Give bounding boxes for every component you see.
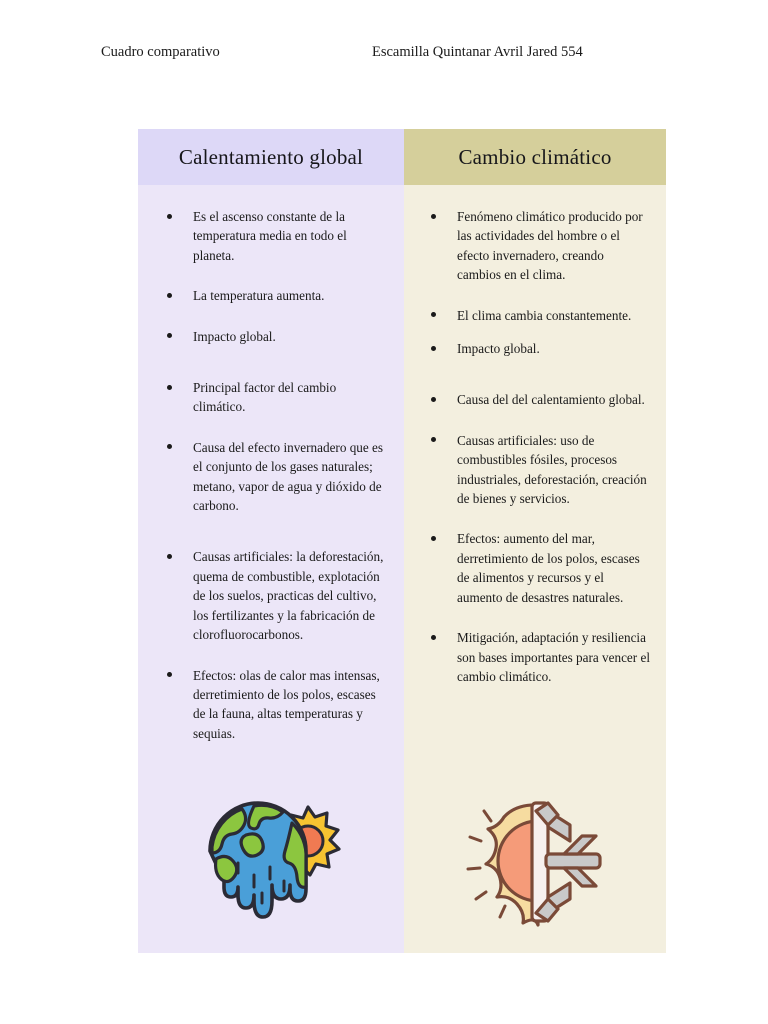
list-item-text: Principal factor del cambio climático. [193, 380, 337, 415]
bullet-dot-icon [167, 554, 172, 559]
bullet-dot-icon [431, 346, 436, 351]
list-item [162, 327, 386, 346]
bullet-dot-icon [431, 214, 436, 219]
bullet-list-left [138, 185, 404, 743]
bullet-dot-icon [167, 333, 172, 338]
bullet-dot-icon [167, 444, 172, 449]
bullet-dot-icon [431, 312, 436, 317]
list-item [162, 438, 386, 516]
bullet-dot-icon [167, 385, 172, 390]
table-column-cambio-climatico [404, 129, 666, 953]
list-item [426, 306, 650, 325]
list-item-text: Fenómeno climático producido por las actividades del hombre o el efecto invernadero, creando cambios en el clima. [457, 209, 643, 283]
list-item-text: Impacto global. [193, 328, 276, 344]
list-item-text: El clima cambia constantemente. [457, 307, 632, 323]
column-title-right: Cambio climático [458, 144, 612, 169]
list-item-text: Causa del del calentamiento global. [457, 392, 645, 408]
list-item [426, 339, 650, 358]
bullet-dot-icon [167, 293, 172, 298]
bullet-dot-icon [431, 536, 436, 541]
list-item [162, 378, 386, 417]
bullet-dot-icon [167, 214, 172, 219]
bullet-dot-icon [431, 397, 436, 402]
list-item-text: Causa del efecto invernadero que es el conjunto de los gases naturales; metano, vapor de agua y dióxido de carbono. [193, 439, 384, 514]
list-item-text: Causas artificiales: la deforestación, quema de combustible, explotación de los suelos, practicas del cultivo, los fertilizantes y la fabricación de clorofluorocarbonos. [193, 549, 384, 643]
list-item [426, 390, 650, 409]
list-item [426, 529, 650, 607]
list-item-text: Efectos: aumento del mar, derretimiento de los polos, escases de alimentos y recursos y el aumento de desastres naturales. [457, 531, 640, 605]
list-item-text: La temperatura aumenta. [193, 288, 325, 304]
comparison-table [138, 129, 666, 953]
illustration-container-right [404, 789, 666, 939]
list-item [162, 666, 386, 744]
list-item [162, 547, 386, 644]
bullet-dot-icon [431, 437, 436, 442]
list-item [426, 207, 650, 285]
list-item [162, 286, 386, 305]
table-column-calentamiento-global [138, 129, 404, 953]
page-header [0, 42, 768, 62]
illustration-container-left [138, 789, 404, 939]
column-title-left: Calentamiento global [178, 144, 364, 169]
list-item [426, 431, 650, 509]
bullet-list-right [404, 185, 666, 686]
sun-snowflake-split-icon [460, 789, 610, 939]
list-item-text: Mitigación, adaptación y resiliencia son bases importantes para vencer el cambio climático. [457, 630, 650, 684]
column-header-calentamiento-global [138, 129, 404, 185]
list-item [426, 628, 650, 686]
melting-earth-with-sun-icon [196, 789, 346, 939]
author-name: Escamilla Quintanar Avril Jared 554 [372, 44, 583, 60]
list-item [162, 207, 386, 265]
list-item-text: Causas artificiales: uso de combustibles fósiles, procesos industriales, deforestación, creación de bienes y servicios. [457, 432, 647, 507]
list-item-text: Impacto global. [457, 341, 540, 357]
document-title: Cuadro comparativo [101, 44, 220, 60]
list-item-text: Es el ascenso constante de la temperatura media en todo el planeta. [193, 209, 347, 263]
list-item-text: Efectos: olas de calor mas intensas, derretimiento de los polos, escases de la fauna, altas temperaturas y sequias. [193, 667, 380, 741]
bullet-dot-icon [167, 672, 172, 677]
bullet-dot-icon [431, 635, 436, 640]
column-header-cambio-climatico [404, 129, 666, 185]
